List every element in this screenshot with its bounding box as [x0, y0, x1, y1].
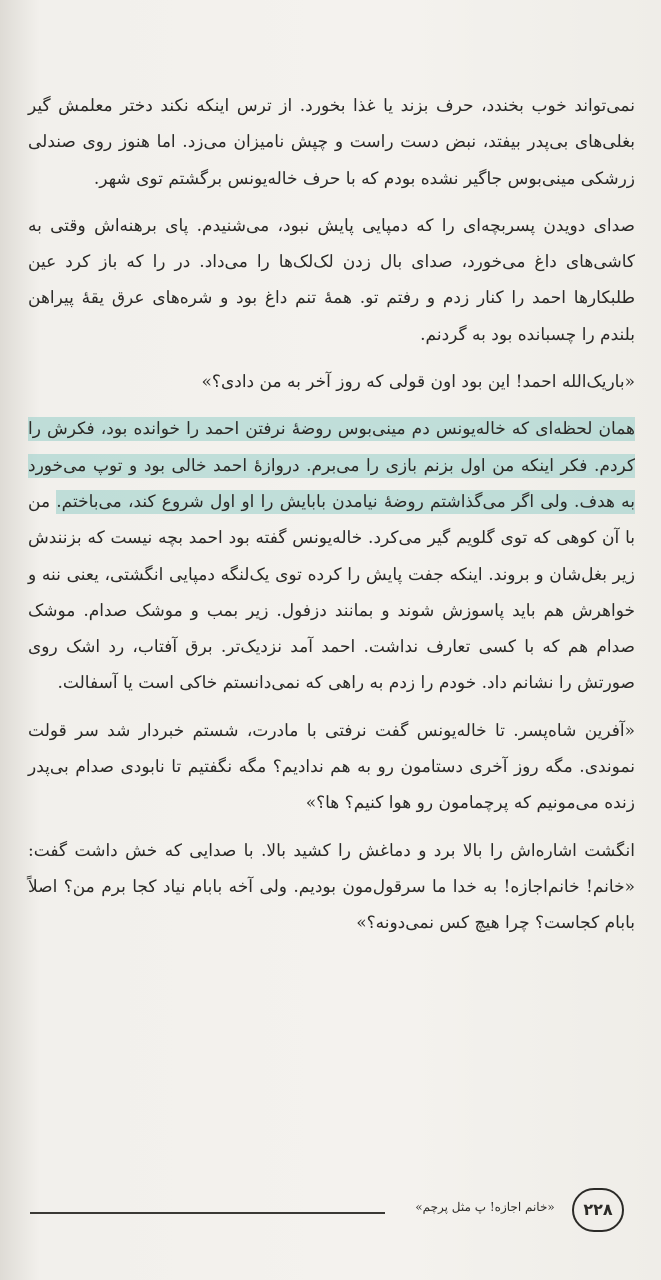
line: من؟ اصلاً بابام کجاست؟ چرا هیچ کس نمی‌دونه؟» — [28, 876, 635, 934]
line: می‌زد. اما هنوز روی صندلی زرشکی مینی‌بوس جاگیر نشده بودم که با حرف — [28, 132, 635, 189]
paragraph-3-quote — [28, 364, 635, 400]
paragraph-2 — [28, 208, 635, 353]
highlighted-text: همان لحظه‌ای که خاله‌یونس دم مینی‌بوس روضهٔ نرفتن احمد را خوانده بود، فکرش را کردم. فکر اینکه من اول بزنم بازی را می‌برم. دروازهٔ احمد خالی بود و توپ می‌خورد به هدف. ولی اگر می‌گذاشتم روضهٔ نیامدن بابایش را او اول شروع کند، می‌باختم. — [28, 419, 635, 512]
footer-divider — [30, 1212, 385, 1214]
paragraph-6 — [28, 833, 635, 942]
line: صدای دویدن پسربچه‌ای را که دمپایی پایش نبود، می‌شنیدم. پای برهنه‌اش — [94, 215, 635, 236]
line: عرق یقهٔ پیراهن بلندم را چسبانده بود به گردنم. — [28, 288, 635, 345]
body-text — [28, 88, 635, 942]
line: نموندی. مگه روز آخری دستامون رو به هم ندادیم؟ مگه نگفتیم تا نابودی صدام — [75, 757, 635, 778]
line: معلمش گیر بغلی‌های بی‌پدر بیفتد، نبض دست راست و چپش نامیزان — [28, 96, 636, 153]
line: بی‌پدر زنده می‌مونیم که پرچمامون رو هوا کنیم؟ ها؟» — [28, 757, 635, 814]
line: گفت: «خانم! خانم‌اجازه! به خدا ما سرقول‌مون بودیم. ولی آخه بابام نیاد کجا برم — [28, 840, 635, 897]
paragraph-4-rest: من با آن کوهی که توی گلویم گیر می‌کرد. خاله‌یونس گفته بود احمد بچه نیست که بزنندش زیر بغل‌شان و بروند. اینکه جفت پایش را کرده توی یک‌لنگه دمپایی انگشتی، یعنی ننه و خواهرش هم باید پاسوزش شوند و بمانند دزفول. زیر بمب و موشک صدام. موشک صدام هم که با کسی تعارف نداشت. احمد آمد نزدیک‌تر. برق آفتاب، رد اشک روی صورتش را نشانم داد. خودم را زدم به راهی که نمی‌دانستم خاکی است یا آسفالت. — [28, 491, 635, 694]
running-title: «خانم اجازه! پ مثل پرچم» — [415, 1200, 555, 1214]
paragraph-1 — [28, 88, 635, 197]
line: «باریک‌الله احمد! این بود اون قولی که روز آخر به من دادی؟» — [201, 372, 635, 393]
line: انگشت اشاره‌اش را بالا برد و دماغش را کشید بالا. با صدایی که خش داشت — [74, 840, 635, 861]
line: نمی‌تواند خوب بخندد، حرف بزند یا غذا بخورد. از ترس اینکه نکند دختر — [120, 96, 635, 116]
line: وقتی به کاشی‌های داغ می‌خورد، صدای بال زدن لک‌لک‌ها را می‌داد. در را که — [28, 215, 635, 273]
paragraph-5-quote — [28, 713, 635, 822]
line: باز کرد عین طلبکارها احمد را کنار زدم و رفتم تو. همهٔ تنم داغ بود و شره‌های — [28, 252, 635, 309]
page-number-badge: ۲۲۸ — [572, 1188, 624, 1232]
paragraph-4 — [28, 411, 635, 701]
line: «آفرین شاه‌پسر. تا خاله‌یونس گفت نرفتی با مادرت، شستم خبردار شد سر قولت — [28, 720, 635, 741]
line: خاله‌یونس برگشتم توی شهر. — [93, 168, 298, 189]
page-footer — [20, 1180, 649, 1230]
